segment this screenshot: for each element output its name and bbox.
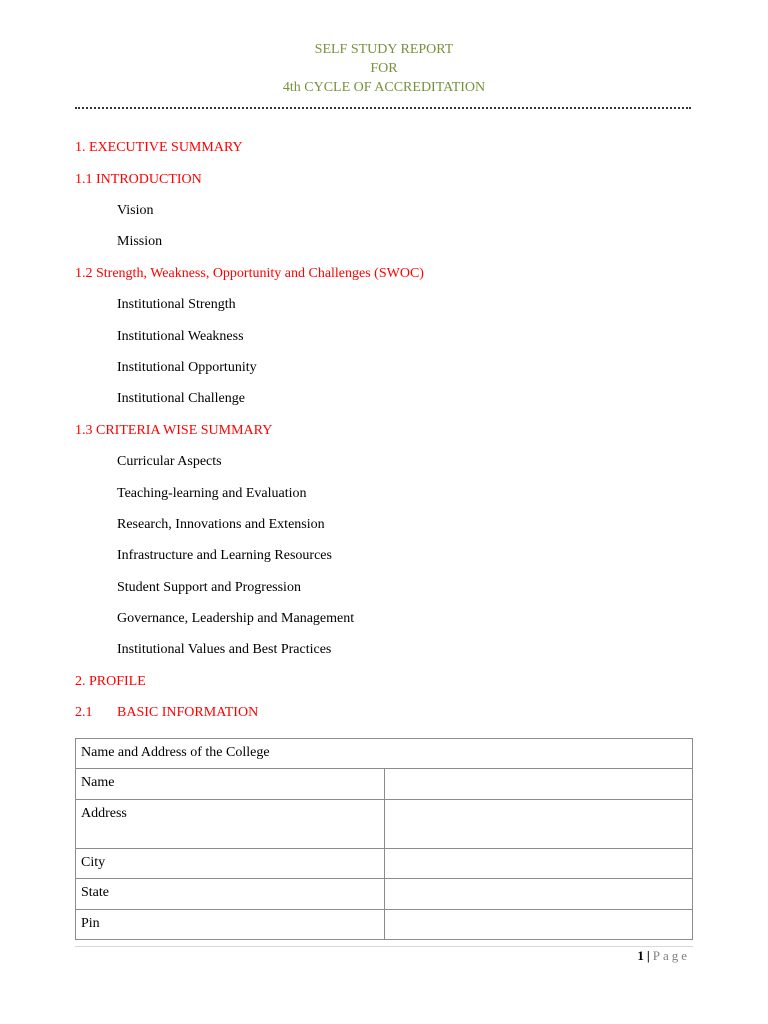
title-line-2: FOR	[370, 61, 398, 76]
table-row	[76, 800, 693, 849]
heading-basic-information	[75, 704, 258, 722]
heading-profile: 2. PROFILE	[75, 674, 146, 689]
item-student-support: Student Support and Progression	[117, 580, 301, 595]
item-institutional-opportunity: Institutional Opportunity	[117, 360, 257, 375]
row-label-state: State	[76, 879, 385, 910]
table-header-cell: Name and Address of the College	[76, 739, 693, 769]
title-line-3: 4th CYCLE OF ACCREDITATION	[282, 80, 486, 95]
row-label-name: Name	[76, 769, 385, 800]
row-label-address: Address	[76, 800, 385, 849]
row-value-state[interactable]	[385, 879, 693, 910]
heading-criteria-summary: 1.3 CRITERIA WISE SUMMARY	[75, 423, 273, 438]
heading-executive-summary: 1. EXECUTIVE SUMMARY	[75, 140, 243, 155]
dotted-divider	[75, 107, 691, 109]
footer-separator: |	[646, 948, 650, 963]
heading-introduction: 1.1 INTRODUCTION	[75, 172, 202, 187]
page-number: 1	[637, 948, 644, 963]
title-line-1: SELF STUDY REPORT	[314, 42, 454, 57]
table-row	[76, 849, 693, 879]
row-label-city: City	[76, 849, 385, 879]
item-vision: Vision	[117, 203, 154, 218]
table-row	[76, 879, 693, 910]
row-value-address[interactable]	[385, 800, 693, 849]
page-word: Page	[652, 948, 690, 963]
basic-info-number: 2.1	[75, 705, 93, 720]
table-row	[76, 769, 693, 800]
row-value-city[interactable]	[385, 849, 693, 879]
item-institutional-values: Institutional Values and Best Practices	[117, 642, 332, 657]
item-governance: Governance, Leadership and Management	[117, 611, 355, 626]
table-header-row	[76, 739, 693, 769]
basic-info-label: BASIC INFORMATION	[117, 705, 259, 720]
page-footer	[637, 947, 690, 965]
item-institutional-challenge: Institutional Challenge	[117, 391, 245, 406]
item-teaching-learning: Teaching-learning and Evaluation	[117, 486, 307, 501]
item-mission: Mission	[117, 234, 163, 249]
row-value-pin[interactable]	[385, 910, 693, 940]
row-value-name[interactable]	[385, 769, 693, 800]
report-title	[0, 40, 768, 97]
row-label-pin: Pin	[76, 910, 385, 940]
college-info-table	[75, 738, 693, 940]
item-institutional-strength: Institutional Strength	[117, 297, 236, 312]
footer-divider	[75, 946, 693, 947]
item-research-innovations: Research, Innovations and Extension	[117, 517, 325, 532]
table-row	[76, 910, 693, 940]
item-institutional-weakness: Institutional Weakness	[117, 329, 244, 344]
heading-swoc: 1.2 Strength, Weakness, Opportunity and Challenges (SWOC)	[75, 266, 424, 281]
item-infrastructure: Infrastructure and Learning Resources	[117, 548, 332, 563]
item-curricular-aspects: Curricular Aspects	[117, 454, 222, 469]
